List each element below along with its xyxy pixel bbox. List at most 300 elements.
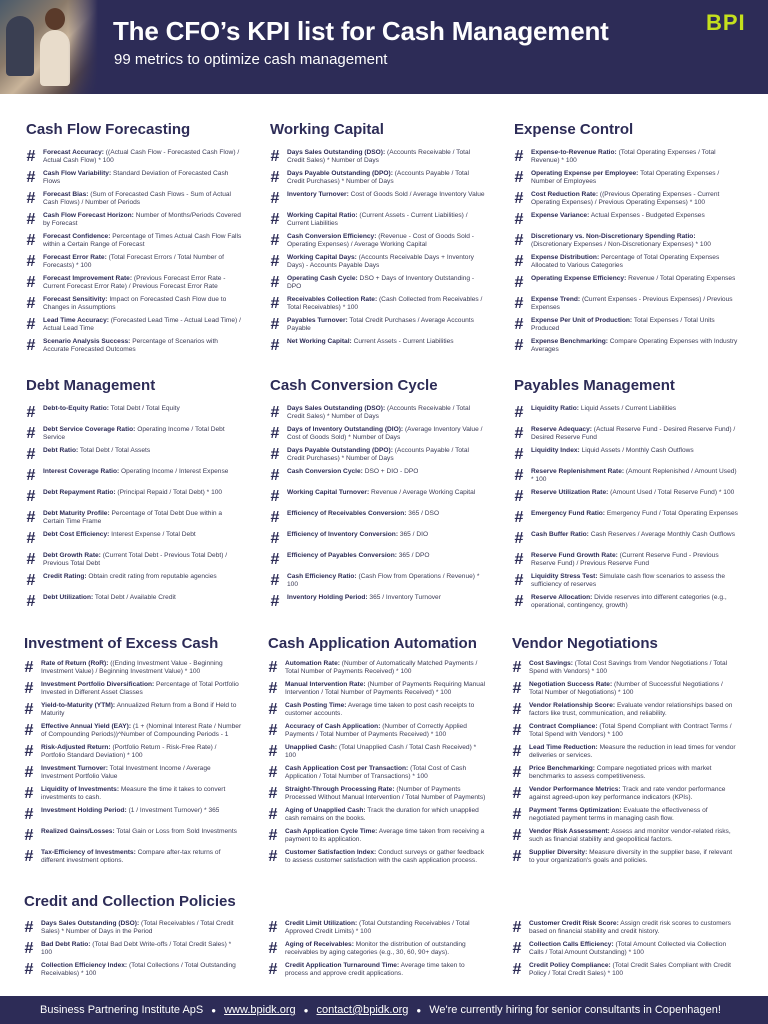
kpi-formula: Percentage of Total Portfolio Invested in Different Asset Classes	[41, 681, 239, 697]
kpi-formula: Assign credit risk scores to customers based on financial stability and credit history.	[529, 920, 731, 936]
kpi-name: Cash Conversion Efficiency:	[287, 233, 377, 240]
kpi-formula: Revenue / Total Operating Expenses	[626, 275, 736, 282]
kpi-formula: Evaluate vendor relationships based on factors like trust, communication, and reliability.	[529, 702, 733, 718]
kpi-item	[512, 170, 738, 187]
kpi-name: Working Capital Turnover:	[287, 489, 370, 496]
hash-icon: #	[26, 509, 36, 526]
kpi-text	[529, 962, 738, 978]
kpi-formula: (Current Reserve Fund - Previous Reserve Fund) / Previous Reserve Fund	[531, 552, 719, 568]
hash-icon: #	[270, 509, 280, 526]
kpi-item	[24, 468, 242, 485]
hash-icon: #	[514, 274, 524, 291]
kpi-text	[43, 447, 150, 455]
hash-icon: #	[512, 806, 522, 823]
kpi-text	[531, 254, 738, 270]
kpi-formula: 365 / Inventory Turnover	[367, 594, 441, 601]
hash-icon: #	[512, 659, 522, 676]
kpi-text	[41, 828, 237, 836]
kpi-text	[529, 849, 738, 865]
kpi-text	[287, 531, 428, 539]
kpi-name: Cost Savings:	[529, 660, 573, 667]
kpi-name: Reserve Utilization Rate:	[531, 489, 609, 496]
section-items	[22, 920, 242, 983]
kpi-item	[24, 212, 242, 229]
kpi-formula: Operating Income / Total Debt Service	[43, 426, 225, 442]
hash-icon: #	[514, 169, 524, 186]
kpi-text	[287, 510, 439, 518]
kpi-item	[24, 552, 242, 569]
hash-icon: #	[512, 919, 522, 936]
hash-icon: #	[270, 253, 280, 270]
hash-icon: #	[514, 425, 524, 442]
kpi-formula: (Number of Payments Requiring Manual Intervention / Total Number of Payments Received) * 100	[285, 681, 486, 697]
kpi-text	[287, 468, 418, 476]
hash-icon: #	[270, 572, 280, 589]
header-banner	[0, 0, 768, 94]
kpi-name: Working Capital Days:	[287, 254, 357, 261]
kpi-formula: (Total Operating Expenses / Total Revenue) * 100	[531, 149, 716, 165]
hash-icon: #	[268, 806, 278, 823]
hash-icon: #	[26, 337, 36, 354]
kpi-name: Credit Application Turnaround Time:	[285, 962, 400, 969]
kpi-text	[43, 275, 242, 291]
kpi-formula: (Total Cost Savings from Vendor Negotiations / Total Spend with Vendors) * 100	[529, 660, 728, 676]
section-items	[510, 660, 738, 870]
kpi-name: Reserve Replenishment Rate:	[531, 468, 625, 475]
kpi-text	[43, 338, 242, 354]
kpi-name: Cost Reduction Rate:	[531, 191, 599, 198]
hash-icon: #	[24, 722, 34, 739]
kpi-text	[41, 786, 242, 802]
hash-icon: #	[512, 961, 522, 978]
kpi-text	[287, 233, 488, 249]
hash-icon: #	[270, 593, 280, 610]
kpi-name: Debt Repayment Ratio:	[43, 489, 116, 496]
section-title-expense-control: Expense Control	[514, 121, 634, 138]
kpi-formula: 365 / DIO	[398, 531, 429, 538]
kpi-formula: Actual Expenses - Budgeted Expenses	[589, 212, 705, 219]
kpi-text	[287, 317, 488, 333]
kpi-formula: Emergency Fund / Total Operating Expenses	[605, 510, 738, 517]
kpi-name: Discretionary vs. Non-Discretionary Spending Ratio:	[531, 233, 696, 240]
kpi-item	[266, 681, 488, 698]
kpi-name: Interest Coverage Ratio:	[43, 468, 120, 475]
kpi-name: Debt-to-Equity Ratio:	[43, 405, 109, 412]
section-title-credit-and-collection-policies: Credit and Collection Policies	[24, 893, 236, 910]
hash-icon: #	[512, 764, 522, 781]
kpi-item	[512, 317, 738, 334]
hash-icon: #	[24, 680, 34, 697]
kpi-item	[268, 170, 488, 187]
kpi-item	[510, 765, 738, 782]
kpi-item	[22, 660, 242, 677]
hash-icon: #	[512, 722, 522, 739]
kpi-text	[531, 338, 738, 354]
kpi-name: Forecast Improvement Rate:	[43, 275, 133, 282]
kpi-formula: (Previous Forecast Error Rate - Current Forecast Error Rate) / Previous Forecast Error Rate	[43, 275, 226, 291]
kpi-text	[43, 170, 242, 186]
hash-icon: #	[26, 148, 36, 165]
kpi-item	[510, 723, 738, 740]
kpi-item	[266, 765, 488, 782]
kpi-item	[512, 594, 738, 611]
hash-icon: #	[270, 190, 280, 207]
kpi-item	[24, 254, 242, 271]
hash-icon: #	[26, 593, 36, 610]
hash-icon: #	[270, 446, 280, 463]
kpi-formula: Track the duration for which unapplied cash remains on the books.	[285, 807, 479, 823]
kpi-formula: (Revenue - Cost of Goods Sold - Operating Expenses) / Average Working Capital	[287, 233, 474, 249]
kpi-text	[531, 594, 738, 610]
hash-icon: #	[270, 337, 280, 354]
kpi-item	[512, 233, 738, 250]
kpi-name: Payment Terms Optimization:	[529, 807, 622, 814]
hash-icon: #	[270, 295, 280, 312]
kpi-name: Effective Annual Yield (EAY):	[41, 723, 132, 730]
kpi-name: Vendor Risk Assessment:	[529, 828, 610, 835]
section-items	[268, 405, 488, 615]
kpi-text	[531, 296, 738, 312]
kpi-item	[22, 849, 242, 866]
kpi-formula: Current Assets - Current Liabilities	[351, 338, 454, 345]
kpi-formula: Total Operating Expenses / Number of Employees	[531, 170, 720, 186]
kpi-item	[266, 849, 488, 866]
kpi-name: Expense Per Unit of Production:	[531, 317, 633, 324]
hash-icon: #	[514, 551, 524, 568]
kpi-text	[285, 786, 488, 802]
kpi-formula: (Cash Flow from Operations / Revenue) * 100	[287, 573, 480, 589]
kpi-item	[268, 405, 488, 422]
kpi-item	[512, 338, 738, 355]
hash-icon: #	[270, 148, 280, 165]
kpi-formula: (Total Amount Collected via Collection Calls / Total Amount Outstanding) * 100	[529, 941, 727, 957]
kpi-item	[512, 296, 738, 313]
kpi-name: Expense Benchmarking:	[531, 338, 608, 345]
kpi-item	[512, 191, 738, 208]
kpi-text	[285, 941, 488, 957]
kpi-name: Tax-Efficiency of Investments:	[41, 849, 136, 856]
hash-icon: #	[512, 848, 522, 865]
kpi-formula: Impact on Forecasted Cash Flow due to Changes in Assumptions	[43, 296, 227, 312]
kpi-formula: Assess and monitor vendor-related risks, such as financial stability and geopolitical factors.	[529, 828, 731, 844]
kpi-item	[266, 702, 488, 719]
kpi-text	[285, 744, 488, 760]
section-title-cash-conversion-cycle: Cash Conversion Cycle	[270, 377, 438, 394]
hash-icon: #	[514, 295, 524, 312]
hash-icon: #	[268, 701, 278, 718]
hash-icon: #	[512, 701, 522, 718]
kpi-item	[22, 744, 242, 761]
kpi-formula: Percentage of Total Debt Due within a Certain Time Frame	[43, 510, 223, 526]
kpi-formula: Total Debt / Total Assets	[78, 447, 151, 454]
kpi-text	[531, 233, 738, 249]
kpi-item	[268, 317, 488, 334]
kpi-text	[287, 405, 488, 421]
kpi-text	[43, 573, 217, 581]
kpi-text	[529, 786, 738, 802]
kpi-name: Cash Application Cost per Transaction:	[285, 765, 409, 772]
kpi-name: Debt Service Coverage Ratio:	[43, 426, 136, 433]
hash-icon: #	[268, 919, 278, 936]
kpi-item	[268, 149, 488, 166]
kpi-text	[529, 941, 738, 957]
kpi-item	[22, 765, 242, 782]
kpi-text	[287, 573, 488, 589]
kpi-item	[266, 920, 488, 937]
kpi-name: Vendor Relationship Score:	[529, 702, 616, 709]
section-title-payables-management: Payables Management	[514, 377, 675, 394]
kpi-item	[24, 149, 242, 166]
kpi-text	[287, 338, 454, 346]
kpi-formula: ((Previous Operating Expenses - Current Operating Expenses) / Previous Operating Expenses) * 100	[531, 191, 720, 207]
kpi-text	[41, 681, 242, 697]
kpi-item	[268, 594, 488, 611]
kpi-item	[510, 849, 738, 866]
hash-icon: #	[514, 530, 524, 547]
kpi-name: Manual Intervention Rate:	[285, 681, 366, 688]
kpi-text	[285, 723, 488, 739]
kpi-name: Reserve Adequacy:	[531, 426, 592, 433]
kpi-item	[266, 786, 488, 803]
section-items	[266, 920, 488, 983]
kpi-formula: Percentage of Total Operating Expenses Allocated to Various Categories	[531, 254, 720, 270]
kpi-formula: ((Actual Cash Flow - Forecasted Cash Flow) / Actual Cash Flow) * 100	[43, 149, 240, 165]
kpi-item	[22, 828, 242, 845]
kpi-item	[510, 744, 738, 761]
hash-icon: #	[26, 425, 36, 442]
hash-icon: #	[270, 551, 280, 568]
kpi-text	[43, 317, 242, 333]
kpi-name: Receivables Collection Rate:	[287, 296, 378, 303]
kpi-name: Liquidity Stress Test:	[531, 573, 598, 580]
kpi-formula: (Principal Repaid / Total Debt) * 100	[115, 489, 223, 496]
kpi-name: Accuracy of Cash Application:	[285, 723, 381, 730]
kpi-formula: (Forecasted Lead Time - Actual Lead Time) / Actual Lead Time	[43, 317, 241, 333]
kpi-text	[285, 681, 488, 697]
kpi-name: Lead Time Reduction:	[529, 744, 598, 751]
section-title-working-capital: Working Capital	[270, 121, 384, 138]
kpi-formula: (Accounts Payable / Total Credit Purchases) * Number of Days	[287, 447, 470, 463]
kpi-name: Net Working Capital:	[287, 338, 352, 345]
kpi-item	[24, 317, 242, 334]
footer-website-link[interactable]: www.bpidk.org	[224, 1004, 296, 1016]
kpi-formula: Revenue / Average Working Capital	[369, 489, 476, 496]
kpi-formula: Interest Expense / Total Debt	[109, 531, 196, 538]
hash-icon: #	[268, 785, 278, 802]
kpi-formula: (1 + (Nominal Interest Rate / Number of Compounding Periods))^Number of Compounding Periods - 1	[41, 723, 242, 739]
kpi-formula: Total Debt / Total Equity	[108, 405, 180, 412]
kpi-name: Liquidity Index:	[531, 447, 580, 454]
kpi-text	[43, 531, 196, 539]
kpi-formula: Total Debt / Available Credit	[93, 594, 176, 601]
kpi-item	[22, 941, 242, 958]
kpi-formula: Conduct surveys or gather feedback to assess customer satisfaction with the cash application process.	[285, 849, 484, 865]
kpi-item	[512, 510, 738, 527]
kpi-formula: Total Investment Income / Average Investment Portfolio Value	[41, 765, 211, 781]
kpi-name: Inventory Holding Period:	[287, 594, 368, 601]
kpi-name: Rate of Return (RoR):	[41, 660, 109, 667]
hash-icon: #	[26, 274, 36, 291]
kpi-text	[531, 573, 738, 589]
kpi-name: Cash Buffer Ratio:	[531, 531, 589, 538]
kpi-name: Days Sales Outstanding (DSO):	[287, 149, 386, 156]
kpi-name: Efficiency of Payables Conversion:	[287, 552, 397, 559]
hash-icon: #	[24, 806, 34, 823]
kpi-item	[510, 702, 738, 719]
kpi-item	[24, 594, 242, 611]
section-title-cash-flow-forecasting: Cash Flow Forecasting	[26, 121, 191, 138]
kpi-formula: (Number of Successful Negotiations / Total Number of Negotiations) * 100	[529, 681, 723, 697]
kpi-formula: (Total Collections / Total Outstanding Receivables) * 100	[41, 962, 236, 978]
kpi-formula: Cash Reserves / Average Monthly Cash Outflows	[588, 531, 735, 538]
kpi-name: Straight-Through Processing Rate:	[285, 786, 395, 793]
kpi-item	[24, 531, 242, 548]
kpi-text	[531, 447, 694, 455]
hash-icon: #	[26, 295, 36, 312]
section-title-debt-management: Debt Management	[26, 377, 156, 394]
header-photo	[0, 0, 98, 94]
kpi-item	[266, 941, 488, 958]
hash-icon: #	[514, 446, 524, 463]
kpi-text	[529, 681, 738, 697]
kpi-text	[529, 920, 738, 936]
kpi-item	[268, 510, 488, 527]
kpi-item	[512, 426, 738, 443]
hash-icon: #	[512, 680, 522, 697]
footer-email-link[interactable]: contact@bpidk.org	[316, 1004, 409, 1016]
hash-icon: #	[24, 764, 34, 781]
kpi-formula: (Total Spend Compliant with Contract Terms / Total Spend with Vendors) * 100	[529, 723, 732, 739]
hash-icon: #	[24, 701, 34, 718]
hash-icon: #	[24, 919, 34, 936]
kpi-item	[266, 744, 488, 761]
kpi-text	[285, 828, 488, 844]
hash-icon: #	[24, 940, 34, 957]
kpi-name: Liquidity Ratio:	[531, 405, 579, 412]
hash-icon: #	[512, 827, 522, 844]
kpi-formula: Average time taken from receiving a payment to its application.	[285, 828, 485, 844]
kpi-item	[510, 962, 738, 979]
kpi-formula: DSO + DIO - DPO	[362, 468, 419, 475]
kpi-name: Operating Expense Efficiency:	[531, 275, 627, 282]
kpi-text	[43, 254, 242, 270]
kpi-name: Debt Cost Efficiency:	[43, 531, 110, 538]
kpi-name: Operating Cash Cycle:	[287, 275, 358, 282]
kpi-text	[287, 594, 441, 602]
kpi-name: Investment Turnover:	[41, 765, 108, 772]
kpi-item	[24, 275, 242, 292]
kpi-formula: Percentage of Scenarios with Accurate Forecasted Outcomes	[43, 338, 218, 354]
kpi-item	[266, 723, 488, 740]
kpi-formula: (Accounts Receivable Days + Inventory Days) - Accounts Payable Days	[287, 254, 474, 270]
kpi-name: Cash Flow Forecast Horizon:	[43, 212, 134, 219]
kpi-item	[266, 807, 488, 824]
kpi-item	[24, 573, 242, 590]
hash-icon: #	[270, 425, 280, 442]
kpi-name: Expense Variance:	[531, 212, 590, 219]
kpi-formula: (Actual Reserve Fund - Desired Reserve Fund) / Desired Reserve Fund	[531, 426, 736, 442]
kpi-text	[285, 660, 488, 676]
kpi-formula: (Total Forecast Errors / Total Number of Forecasts) * 100	[43, 254, 224, 270]
kpi-formula: Liquid Assets / Current Liabilities	[578, 405, 677, 412]
kpi-item	[22, 723, 242, 740]
kpi-formula: (Amount Replenished / Amount Used) * 100	[531, 468, 737, 484]
kpi-item	[268, 275, 488, 292]
kpi-text	[531, 170, 738, 186]
kpi-item	[24, 405, 242, 422]
kpi-text	[43, 296, 242, 312]
kpi-item	[512, 212, 738, 229]
kpi-name: Expense Distribution:	[531, 254, 600, 261]
kpi-item	[22, 681, 242, 698]
kpi-formula: (Sum of Forecasted Cash Flows - Sum of Actual Cash Flows) / Number of Periods	[43, 191, 232, 207]
page-subtitle: 99 metrics to optimize cash management	[114, 51, 388, 68]
kpi-name: Cash Efficiency Ratio:	[287, 573, 357, 580]
hash-icon: #	[270, 316, 280, 333]
kpi-name: Yield-to-Maturity (YTM):	[41, 702, 116, 709]
hash-icon: #	[270, 404, 280, 421]
kpi-text	[531, 510, 738, 518]
page-title: The CFO’s KPI list for Cash Management	[113, 16, 609, 46]
kpi-formula: Cost of Goods Sold / Average Inventory Value	[348, 191, 485, 198]
kpi-item	[512, 531, 738, 548]
kpi-text	[43, 212, 242, 228]
kpi-text	[531, 405, 676, 413]
kpi-item	[24, 338, 242, 355]
kpi-text	[531, 212, 705, 220]
kpi-name: Investment Portfolio Diversification:	[41, 681, 155, 688]
hash-icon: #	[26, 211, 36, 228]
hash-icon: #	[26, 316, 36, 333]
kpi-formula: Average time taken to process and approve credit applications.	[285, 962, 465, 978]
kpi-name: Inventory Turnover:	[287, 191, 349, 198]
hash-icon: #	[268, 961, 278, 978]
kpi-name: Expense-to-Revenue Ratio:	[531, 149, 617, 156]
kpi-item	[510, 941, 738, 958]
kpi-name: Contract Compliance:	[529, 723, 598, 730]
kpi-text	[287, 191, 485, 199]
section-items	[22, 660, 242, 870]
kpi-item	[512, 552, 738, 569]
kpi-item	[268, 212, 488, 229]
kpi-item	[268, 254, 488, 271]
kpi-formula: Annualized Return from a Bond if Held to Maturity	[41, 702, 237, 718]
hash-icon: #	[514, 232, 524, 249]
kpi-name: Reserve Allocation:	[531, 594, 593, 601]
kpi-formula: (Total Credit Sales Compliant with Credit Policy / Total Credit Sales) * 100	[529, 962, 731, 978]
kpi-formula: 365 / DSO	[406, 510, 440, 517]
kpi-formula: Operating Income / Interest Expense	[119, 468, 229, 475]
kpi-text	[43, 510, 242, 526]
kpi-name: Customer Credit Risk Score:	[529, 920, 619, 927]
kpi-text	[529, 807, 738, 823]
hash-icon: #	[514, 337, 524, 354]
kpi-item	[512, 149, 738, 166]
kpi-formula: (Portfolio Return - Risk-Free Rate) / Portfolio Standard Deviation) * 100	[41, 744, 217, 760]
kpi-name: Investment Holding Period:	[41, 807, 127, 814]
kpi-item	[24, 233, 242, 250]
section-items	[24, 405, 242, 615]
kpi-formula: Divide reserves into different categories (e.g., operational, contingency, growth)	[531, 594, 727, 610]
kpi-item	[510, 681, 738, 698]
kpi-name: Days of Inventory Outstanding (DIO):	[287, 426, 404, 433]
kpi-text	[43, 149, 242, 165]
kpi-formula: (Current Total Debt - Previous Total Debt) / Previous Total Debt	[43, 552, 228, 568]
kpi-item	[512, 573, 738, 590]
kpi-text	[43, 426, 242, 442]
kpi-text	[41, 807, 219, 815]
kpi-name: Price Benchmarking:	[529, 765, 595, 772]
